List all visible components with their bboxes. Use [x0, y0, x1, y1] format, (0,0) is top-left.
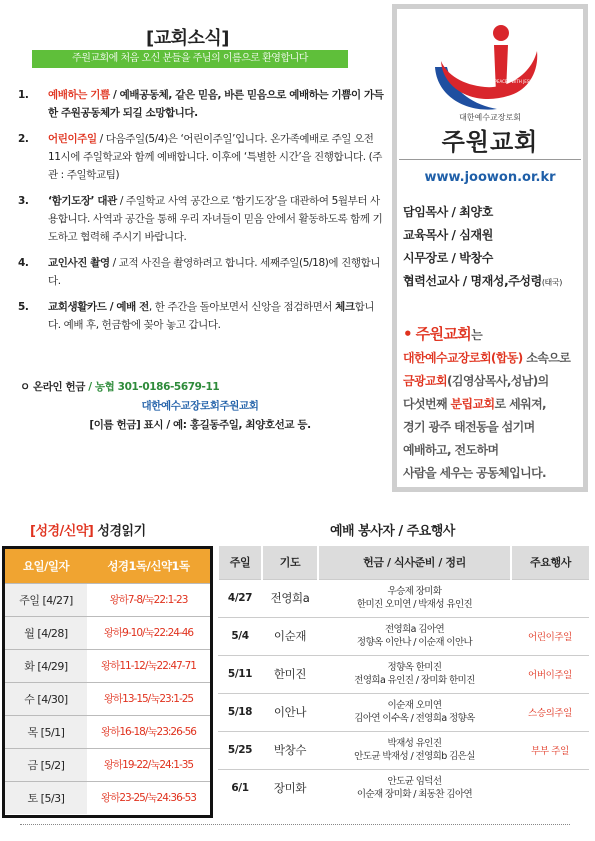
church-name: 주원교회	[441, 128, 539, 156]
reading-day: 금 [5/2]	[5, 748, 87, 781]
news-item-number: 5.	[18, 301, 29, 313]
table-row	[218, 731, 589, 769]
news-item-text: / 예배공동체, 같은 믿음, 바른 믿음으로 예배하는 기쁨이 가득한 주원공동체가 되길 소망합니다.	[48, 89, 384, 119]
table-row	[218, 769, 589, 807]
reading-ref: 왕하7-8/눅22:1-23	[87, 583, 210, 616]
news-item-head: ‘함기도장’ 대관	[48, 195, 117, 207]
intro-church-name: 주원교회	[415, 325, 472, 343]
news-item-head: 교인사진 촬영	[48, 257, 110, 269]
service-event	[511, 579, 589, 617]
news-item-text: / 주일학교 사역 공간으로 ‘함기도장’을 대관하여 5월부터 사용합니다. 사역과 공간을 통해 우리 자녀들이 믿음 안에서 활동하도록 함께 기도하고 협력해 주시기 바랍니다.	[48, 195, 383, 243]
intro-bullet: •	[403, 325, 412, 343]
news-item	[18, 86, 386, 122]
church-info-box	[392, 4, 588, 492]
reading-ref: 왕하16-18/눅23:26-56	[87, 715, 210, 748]
table-row	[218, 693, 589, 731]
service-date: 4/27	[218, 579, 262, 617]
news-list	[18, 86, 386, 342]
reading-day: 화 [4/29]	[5, 649, 87, 682]
table-row	[5, 616, 210, 649]
reading-header-day: 요일/일자	[5, 549, 87, 583]
news-item-text: / 교적 사진을 촬영하려고 합니다. 세째주일(5/18)에 진행합니다.	[48, 257, 381, 287]
reading-ref: 왕하13-15/눅23:1-25	[87, 682, 210, 715]
reading-header-ref: 성경1독/신약1독	[87, 549, 210, 583]
news-title: [교회소식]	[146, 28, 230, 49]
church-intro: • 주원교회는 대한예수교장로회(합동) 소속으로 금광교회(김영삼목사,성남)의 다섯번째 분립교회로 세워져, 경기 광주 태전동을 섬기며 예배하고, 전도하며 사람을 세우는 공동체입니다.	[403, 325, 571, 480]
staff-item: 담임목사 / 최양호	[403, 205, 493, 219]
staff-item: 협력선교사 / 명재성,주성령(태국)	[403, 274, 562, 288]
news-item-number: 4.	[18, 257, 29, 269]
service-duty: 안도균 임덕선 이순재 장미화 / 최동찬 김아연	[318, 769, 511, 807]
service-event: 어린이주일	[511, 617, 589, 655]
news-item-number: 3.	[18, 195, 29, 207]
service-header: 기도	[262, 546, 318, 579]
church-logo-icon	[397, 9, 583, 119]
news-item-text: , 한 주간을 돌아보면서 신앙을 점검하면서	[148, 301, 336, 313]
service-header: 주일	[218, 546, 262, 579]
reading-table	[5, 549, 210, 814]
service-event: 부부 주일	[511, 731, 589, 769]
staff-list	[403, 201, 583, 294]
news-item	[18, 192, 386, 246]
reading-day: 목 [5/1]	[5, 715, 87, 748]
news-item-text: 합니다. 예배 후, 헌금함에 꽂아 놓고 갑니다.	[48, 301, 375, 331]
service-header: 헌금 / 식사준비 / 정리	[318, 546, 511, 579]
offering-label: ㅇ 온라인 헌금	[20, 381, 85, 393]
reading-day: 월 [4/28]	[5, 616, 87, 649]
church-website-link[interactable]: www.joowon.or.kr	[424, 170, 556, 185]
reading-title: [성경/신약] 성경읽기	[30, 524, 146, 539]
footer-divider	[20, 824, 570, 825]
table-row	[5, 583, 210, 616]
news-item-head: 교회생활카드	[48, 301, 107, 313]
reading-day: 수 [4/30]	[5, 682, 87, 715]
offering-note: [이름 헌금] 표시 / 예: 홍길동주일, 최양호선교 등.	[89, 419, 311, 431]
news-item-number: 1.	[18, 89, 29, 101]
service-prayer: 이순재	[262, 617, 318, 655]
divider	[399, 159, 581, 160]
reading-ref: 왕하9-10/눅22:24-46	[87, 616, 210, 649]
offering-account: / 농협 301-0186-5679-11	[84, 381, 220, 393]
service-duty: 우승제 장미화 한미진 오미연 / 박재성 유인진	[318, 579, 511, 617]
staff-item: 시무장로 / 박창수	[403, 251, 493, 265]
service-event	[511, 769, 589, 807]
service-prayer: 한미진	[262, 655, 318, 693]
service-duty: 정향옥 한미진 전영희a 유인진 / 장미화 한미진	[318, 655, 511, 693]
service-duty: 전영희a 김아연 정향옥 이안나 / 이순재 이안나	[318, 617, 511, 655]
service-date: 5/11	[218, 655, 262, 693]
news-item-head: 예배하는 기쁨	[48, 89, 110, 101]
reading-schedule	[2, 546, 213, 818]
table-row	[5, 781, 210, 814]
table-row	[5, 649, 210, 682]
table-row	[218, 655, 589, 693]
table-row	[5, 682, 210, 715]
news-item-number: 2.	[18, 133, 29, 145]
service-table	[217, 546, 589, 807]
offering-holder: 대한예수교장로회주원교회	[141, 400, 259, 412]
svg-text:FOR PEACE · WITH JESUS: FOR PEACE · WITH JESUS	[485, 79, 535, 84]
service-duty: 이순재 오미연 김아연 이수옥 / 전영희a 정향옥	[318, 693, 511, 731]
service-duty: 박재성 유인진 안도균 박재성 / 전영희b 김은실	[318, 731, 511, 769]
table-row	[5, 748, 210, 781]
staff-item-note: (태국)	[541, 278, 562, 287]
reading-ref: 왕하19-22/눅24:1-35	[87, 748, 210, 781]
service-date: 5/18	[218, 693, 262, 731]
service-prayer: 전영희a	[262, 579, 318, 617]
reading-ref: 왕하11-12/눅22:47-71	[87, 649, 210, 682]
news-item	[18, 130, 386, 184]
service-prayer: 이안나	[262, 693, 318, 731]
service-title: 예배 봉사자 / 주요행사	[330, 524, 455, 539]
news-item	[18, 298, 386, 334]
reading-ref: 왕하23-25/눅24:36-53	[87, 781, 210, 814]
online-offering	[20, 378, 380, 435]
service-date: 5/25	[218, 731, 262, 769]
news-item	[18, 254, 386, 290]
welcome-banner: 주원교회에 처음 오신 분들을 주님의 이름으로 환영합니다	[32, 50, 348, 68]
service-event: 스승의주일	[511, 693, 589, 731]
service-event: 어버이주일	[511, 655, 589, 693]
news-item-subhead: / 예배 전	[106, 301, 149, 313]
service-date: 6/1	[218, 769, 262, 807]
reading-day: 주일 [4/27]	[5, 583, 87, 616]
denomination-name: 대한예수교장로회	[459, 113, 521, 122]
reading-day: 토 [5/3]	[5, 781, 87, 814]
table-row	[218, 579, 589, 617]
service-prayer: 박창수	[262, 731, 318, 769]
news-item-head: 어린이주일	[48, 133, 97, 145]
table-row	[218, 617, 589, 655]
service-date: 5/4	[218, 617, 262, 655]
news-item-text: / 다음주일(5/4)은 ‘어린이주일’입니다. 온가족예배로 주일 오전 11시에 주일학교와 함께 예배합니다. 이후에 ‘특별한 시간’을 진행합니다. (주관 : 주일학교팀)	[48, 133, 383, 181]
service-header: 주요행사	[511, 546, 589, 579]
service-prayer: 장미화	[262, 769, 318, 807]
staff-item: 교육목사 / 심재원	[403, 228, 493, 242]
news-item-bold: 체크	[335, 301, 355, 313]
table-row	[5, 715, 210, 748]
